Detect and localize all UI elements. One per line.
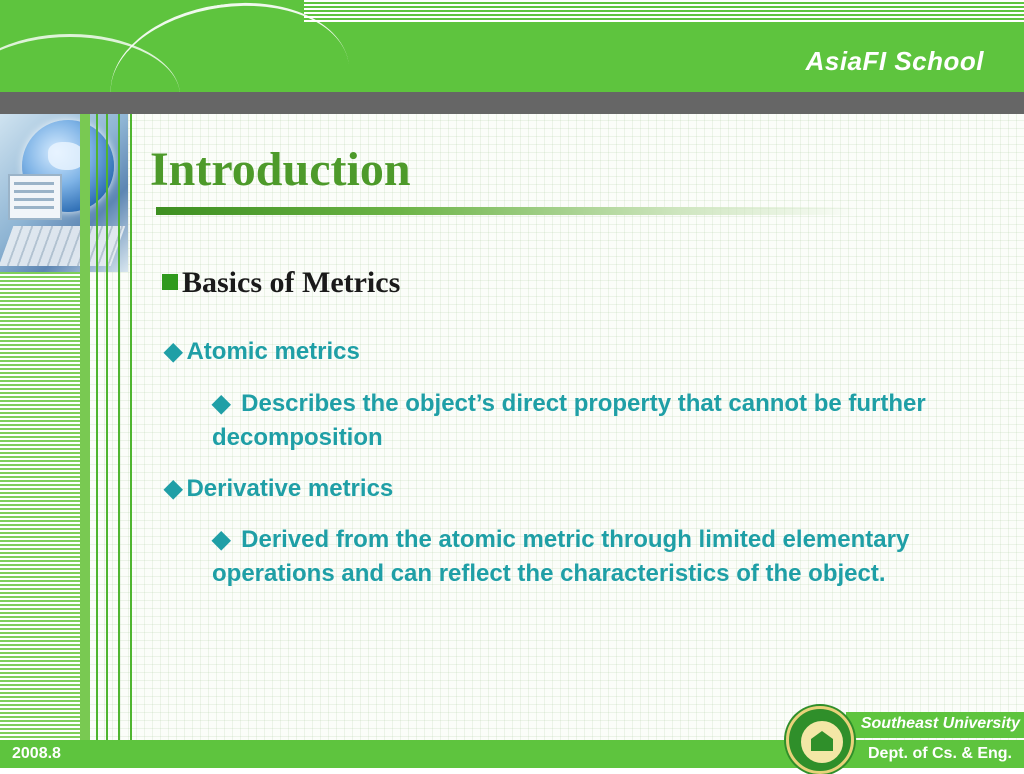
diamond-bullet-icon: ◆ bbox=[212, 390, 231, 417]
header-band bbox=[0, 0, 1024, 92]
diamond-bullet-icon: ◆ bbox=[164, 338, 183, 365]
list-item-derivative bbox=[164, 474, 393, 503]
section-heading bbox=[162, 266, 400, 300]
list-item-atomic-detail bbox=[212, 387, 932, 455]
diamond-bullet-icon: ◆ bbox=[164, 475, 183, 502]
left-stripe-decoration bbox=[0, 272, 80, 740]
list-item-atomic bbox=[164, 337, 360, 366]
header-divider-bar bbox=[0, 92, 1024, 114]
laptop-screen-icon bbox=[8, 174, 62, 220]
university-name: Southeast University bbox=[860, 715, 1020, 732]
list-item-derivative-detail bbox=[212, 523, 932, 591]
left-green-bar bbox=[80, 114, 90, 740]
list-item-detail: Derived from the atomic metric through limited elementary operations and can reflect the characteristics of the object. bbox=[212, 526, 910, 587]
footer-date: 2008.8 bbox=[12, 745, 61, 762]
seal-inner-ring bbox=[799, 719, 845, 765]
list-item-detail: Describes the object’s direct property that cannot be further decomposition bbox=[212, 390, 926, 451]
list-item-label: Atomic metrics bbox=[186, 338, 360, 365]
header-stripes bbox=[304, 0, 1024, 22]
slide-title: Introduction bbox=[150, 143, 411, 196]
department-name: Dept. of Cs. & Eng. bbox=[868, 745, 1012, 762]
brand-name: AsiaFI School bbox=[805, 46, 984, 76]
seal-gate-icon bbox=[811, 731, 833, 751]
list-item-label: Derivative metrics bbox=[186, 475, 394, 502]
university-seal-icon bbox=[786, 706, 854, 774]
title-underline bbox=[156, 207, 856, 215]
diamond-bullet-icon: ◆ bbox=[212, 526, 231, 553]
left-vertical-lines bbox=[92, 114, 140, 740]
section-heading-text: Basics of Metrics bbox=[182, 266, 401, 299]
green-square-bullet-icon bbox=[162, 274, 178, 290]
